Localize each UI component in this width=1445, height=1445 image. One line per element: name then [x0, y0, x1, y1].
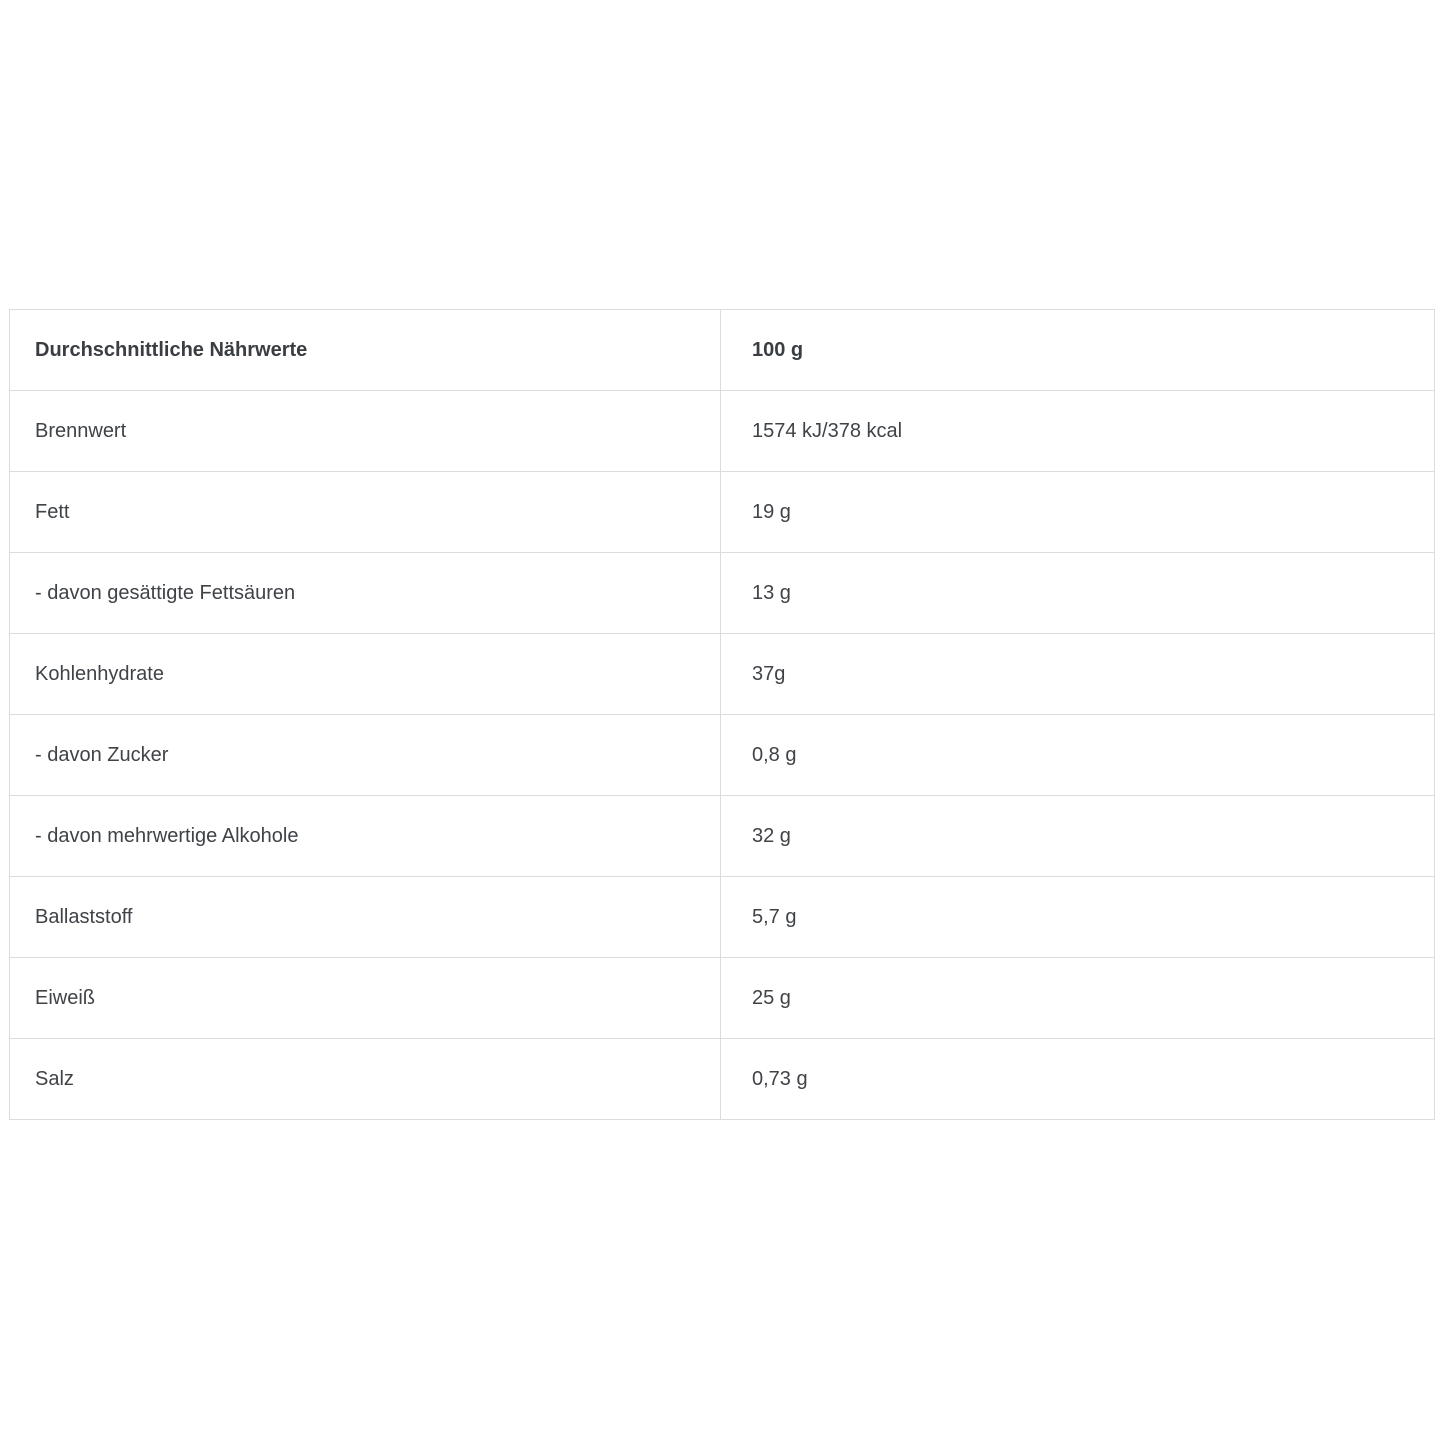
nutrient-value: 37g: [721, 634, 1435, 715]
table-header-row: [10, 310, 1435, 391]
nutrient-value: 19 g: [721, 472, 1435, 553]
nutrient-name: Eiweiß: [10, 958, 721, 1039]
table-row: [10, 472, 1435, 553]
table-row: [10, 391, 1435, 472]
nutrient-value: 0,73 g: [721, 1039, 1435, 1120]
table-row: [10, 796, 1435, 877]
header-nutrient-label: Durchschnittliche Nährwerte: [10, 310, 721, 391]
table-row: [10, 634, 1435, 715]
nutrient-name: - davon Zucker: [10, 715, 721, 796]
table-row: [10, 715, 1435, 796]
nutrient-name: Ballaststoff: [10, 877, 721, 958]
nutrient-name: - davon gesättigte Fettsäuren: [10, 553, 721, 634]
header-amount-label: 100 g: [721, 310, 1435, 391]
nutrient-value: 32 g: [721, 796, 1435, 877]
nutrition-table-container: [9, 309, 1434, 1120]
nutrient-value: 1574 kJ/378 kcal: [721, 391, 1435, 472]
nutrient-name: - davon mehrwertige Alkohole: [10, 796, 721, 877]
nutrient-value: 13 g: [721, 553, 1435, 634]
nutrition-table: [9, 309, 1435, 1120]
table-row: [10, 553, 1435, 634]
table-row: [10, 877, 1435, 958]
table-row: [10, 958, 1435, 1039]
nutrient-name: Kohlenhydrate: [10, 634, 721, 715]
nutrient-value: 25 g: [721, 958, 1435, 1039]
table-row: [10, 1039, 1435, 1120]
nutrient-value: 0,8 g: [721, 715, 1435, 796]
nutrient-name: Fett: [10, 472, 721, 553]
nutrient-value: 5,7 g: [721, 877, 1435, 958]
nutrient-name: Brennwert: [10, 391, 721, 472]
nutrient-name: Salz: [10, 1039, 721, 1120]
